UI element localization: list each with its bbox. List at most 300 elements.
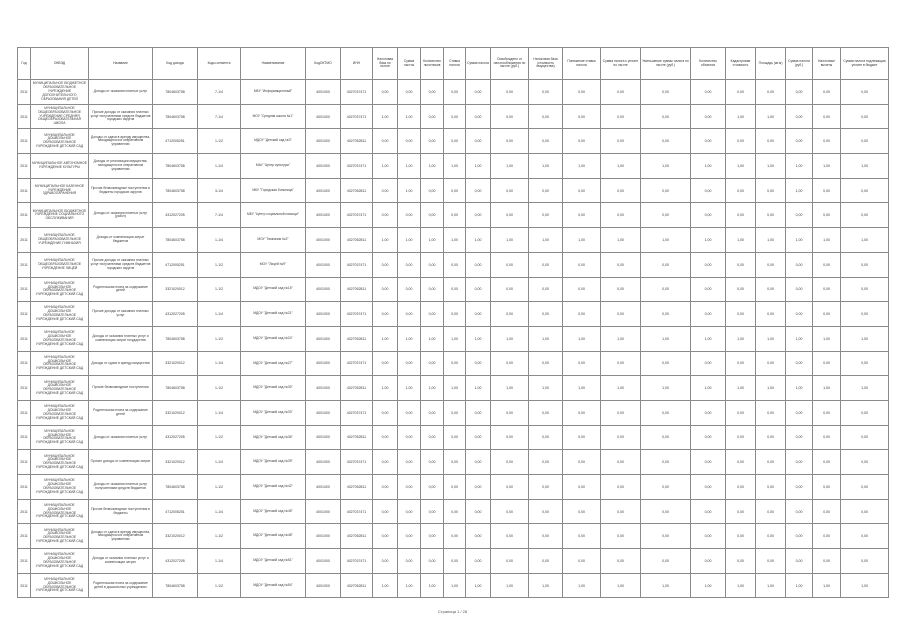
table-cell: 1,00 (444, 326, 466, 351)
table-cell: 1,00 (373, 154, 398, 179)
table-cell: 2011 (18, 524, 31, 549)
table-cell: 0,00 (691, 499, 726, 524)
table-cell: 4001000 (306, 104, 341, 129)
table-cell: 0,00 (466, 129, 491, 154)
table-cell: 1,00 (756, 154, 786, 179)
column-header: Сумма льготы (398, 48, 421, 80)
table-cell: 0,00 (691, 425, 726, 450)
data-table (17, 47, 889, 598)
table-cell: 1,00 (641, 376, 691, 401)
table-cell: 1,00 (398, 573, 421, 598)
table-cell: 0,00 (726, 450, 756, 475)
table-cell: 0,00 (398, 524, 421, 549)
table-cell: 0,00 (491, 549, 529, 574)
column-header: Сумма налога к уплате по льготе (601, 48, 641, 80)
table-cell: 0,00 (641, 524, 691, 549)
table-cell: 0,00 (491, 450, 529, 475)
table-cell: 0,00 (841, 425, 889, 450)
table-cell: 0,00 (726, 475, 756, 500)
table-cell: 0,00 (466, 80, 491, 105)
table-cell: 0,00 (563, 351, 601, 376)
table-cell: 0,00 (691, 80, 726, 105)
column-header: ОКВЭД (31, 48, 89, 80)
table-cell: МУНИЦИПАЛЬНОЕ ДОШКОЛЬНОЕ ОБРАЗОВАТЕЛЬНОЕ УЧРЕЖДЕНИЕ ДЕТСКИЙ САД (31, 351, 89, 376)
table-cell: 1,00 (841, 573, 889, 598)
table-cell: 0,00 (813, 104, 841, 129)
table-cell: 0,00 (466, 351, 491, 376)
table-cell: 1-1/4 (198, 549, 241, 574)
table-cell: 0,00 (841, 499, 889, 524)
table-cell: 0,00 (641, 129, 691, 154)
table-row (18, 549, 889, 574)
table-cell: 0,00 (491, 499, 529, 524)
column-header: Налоговые вычеты (813, 48, 841, 80)
table-cell: 4027052811 (341, 129, 373, 154)
table-cell: 1,00 (726, 104, 756, 129)
table-cell: 0,00 (841, 129, 889, 154)
table-cell: 1,00 (786, 376, 813, 401)
table-cell: МДОУ "Детский сад №30" (241, 376, 306, 401)
table-cell: 0,00 (444, 104, 466, 129)
table-cell: 4027052811 (341, 277, 373, 302)
table-cell: 4001000 (306, 400, 341, 425)
table-cell: 1,00 (466, 376, 491, 401)
table-cell: МУНИЦИПАЛЬНОЕ ДОШКОЛЬНОЕ ОБРАЗОВАТЕЛЬНОЕ УЧРЕЖДЕНИЕ ДЕТСКИЙ САД (31, 400, 89, 425)
table-cell: 0,00 (491, 80, 529, 105)
table-cell: 4001000 (306, 351, 341, 376)
table-cell: 4027037471 (341, 549, 373, 574)
table-cell: Родительская плата за содержание детей в дошкольных учреждениях (89, 573, 153, 598)
table-cell: 0,00 (813, 425, 841, 450)
table-cell: 0,00 (373, 178, 398, 203)
table-cell: 0,00 (813, 302, 841, 327)
table-row (18, 499, 889, 524)
table-cell: МОУ "Лицей №9" (241, 252, 306, 277)
table-cell: 0,00 (373, 425, 398, 450)
table-cell: Доходы от оказания платных услуг получателями средств бюджетов (89, 475, 153, 500)
table-cell: 2011 (18, 154, 31, 179)
table-cell: МДОУ "Детский сад №24" (241, 326, 306, 351)
table-cell: МДОУ "Детский сад №45" (241, 499, 306, 524)
table-cell: МУНИЦИПАЛЬНОЕ ОБЩЕОБРАЗОВАТЕЛЬНОЕ УЧРЕЖДЕНИЕ СРЕДНЯЯ ОБЩЕОБРАЗОВАТЕЛЬНАЯ ШКОЛА (31, 104, 89, 129)
table-cell: 0,00 (691, 104, 726, 129)
table-cell: 0,00 (756, 302, 786, 327)
table-cell: 0,00 (563, 203, 601, 228)
column-header: Количество льготников (421, 48, 444, 80)
table-row (18, 450, 889, 475)
table-cell: 1-1/2 (198, 573, 241, 598)
table-row (18, 80, 889, 105)
table-cell: МКУ "Городская больница" (241, 178, 306, 203)
table-cell: 4001000 (306, 450, 341, 475)
table-cell: Прочие безвозмездные поступления в бюджеты (89, 499, 153, 524)
table-cell: 0,00 (563, 475, 601, 500)
table-cell: 2011 (18, 80, 31, 105)
table-cell: 0,00 (529, 425, 563, 450)
table-cell: 0,00 (841, 80, 889, 105)
table-cell: 3321020012 (153, 524, 198, 549)
table-cell: 0,00 (756, 549, 786, 574)
table-cell: 0,00 (813, 129, 841, 154)
table-cell: 4712005251 (153, 129, 198, 154)
table-cell: 0,00 (373, 400, 398, 425)
table-cell: 1-1/2 (198, 475, 241, 500)
table-cell: 0,00 (601, 302, 641, 327)
table-cell: 0,00 (601, 499, 641, 524)
table-row (18, 400, 889, 425)
table-row (18, 302, 889, 327)
table-cell: МУНИЦИПАЛЬНОЕ ДОШКОЛЬНОЕ ОБРАЗОВАТЕЛЬНОЕ УЧРЕЖДЕНИЕ ДЕТСКИЙ САД (31, 326, 89, 351)
table-cell: 0,00 (691, 277, 726, 302)
table-row (18, 376, 889, 401)
table-cell: 0,00 (466, 549, 491, 574)
table-cell: 1,00 (786, 154, 813, 179)
table-cell: 0,00 (641, 425, 691, 450)
table-cell: 1,00 (726, 573, 756, 598)
table-cell: 0,00 (444, 178, 466, 203)
table-cell: 0,00 (726, 178, 756, 203)
table-cell: 3-1/4 (198, 178, 241, 203)
table-cell: Прочие доходы от оказания платных услуг получателями средств бюджетов городских округов (89, 252, 153, 277)
table-cell: 1-1/2 (198, 376, 241, 401)
table-cell: 1,00 (444, 228, 466, 253)
table-cell: 4027052811 (341, 376, 373, 401)
table-cell: 4312027205 (153, 302, 198, 327)
table-cell: 0,00 (563, 104, 601, 129)
table-cell: 1,00 (563, 228, 601, 253)
table-cell: МУНИЦИПАЛЬНОЕ ДОШКОЛЬНОЕ ОБРАЗОВАТЕЛЬНОЕ УЧРЕЖДЕНИЕ ДЕТСКИЙ САД (31, 302, 89, 327)
table-cell: 2011 (18, 252, 31, 277)
table-cell: 0,00 (529, 450, 563, 475)
table-cell: 1-1/4 (198, 154, 241, 179)
table-cell: 1-1/2 (198, 129, 241, 154)
table-cell: 0,00 (601, 425, 641, 450)
table-cell: 0,00 (444, 351, 466, 376)
table-cell: Родительская плата за содержание детей (89, 277, 153, 302)
table-cell: 7804603758 (153, 104, 198, 129)
table-cell: 0,00 (491, 425, 529, 450)
table-cell: 0,00 (466, 524, 491, 549)
table-cell: 2011 (18, 302, 31, 327)
table-cell: 4001000 (306, 425, 341, 450)
table-cell: 4027037471 (341, 499, 373, 524)
table-cell: 0,00 (786, 80, 813, 105)
table-cell: 0,00 (373, 252, 398, 277)
table-cell: 0,00 (529, 499, 563, 524)
table-cell: 4001000 (306, 277, 341, 302)
table-cell: 0,00 (421, 400, 444, 425)
table-cell: 0,00 (491, 524, 529, 549)
table-cell: 4027052811 (341, 326, 373, 351)
table-cell: 4312027205 (153, 203, 198, 228)
table-cell: 0,00 (841, 450, 889, 475)
table-cell: 1,00 (466, 573, 491, 598)
table-cell: 0,00 (563, 450, 601, 475)
table-cell: 7804603758 (153, 573, 198, 598)
table-cell: 4027037471 (341, 400, 373, 425)
table-cell: 0,00 (726, 524, 756, 549)
table-cell: 0,00 (601, 178, 641, 203)
table-cell: 0,00 (601, 450, 641, 475)
table-cell: 0,00 (641, 178, 691, 203)
table-cell: 0,00 (421, 450, 444, 475)
table-cell: 1,00 (444, 154, 466, 179)
table-cell: 1,00 (726, 154, 756, 179)
table-cell: 0,00 (563, 277, 601, 302)
table-cell: 0,00 (421, 104, 444, 129)
table-cell: 2011 (18, 104, 31, 129)
table-cell: Прочие безвозмездные поступления (89, 376, 153, 401)
table-row (18, 573, 889, 598)
table-cell: 4001000 (306, 154, 341, 179)
table-cell: 4001000 (306, 549, 341, 574)
table-cell: 1,00 (841, 154, 889, 179)
table-cell: 1,00 (398, 178, 421, 203)
table-row (18, 129, 889, 154)
table-cell: 1,00 (786, 178, 813, 203)
table-cell: 0,00 (786, 104, 813, 129)
table-cell: 1,00 (726, 376, 756, 401)
table-cell: 0,00 (444, 425, 466, 450)
table-cell: 1,00 (491, 573, 529, 598)
table-cell: 0,00 (373, 80, 398, 105)
table-cell: 0,00 (601, 129, 641, 154)
table-cell: 0,00 (444, 302, 466, 327)
table-row (18, 326, 889, 351)
table-cell: 1,00 (398, 228, 421, 253)
table-cell: 1,00 (756, 573, 786, 598)
table-cell: 0,00 (563, 499, 601, 524)
table-cell: 0,00 (529, 524, 563, 549)
table-cell: 1,00 (641, 154, 691, 179)
table-cell: МБУ "Центр социальной помощи" (241, 203, 306, 228)
table-cell: 1,00 (563, 573, 601, 598)
table-cell: 0,00 (444, 129, 466, 154)
table-cell: 0,00 (691, 302, 726, 327)
table-cell: 4027037471 (341, 351, 373, 376)
table-row (18, 475, 889, 500)
table-cell: 1,00 (466, 228, 491, 253)
table-cell: МУНИЦИПАЛЬНОЕ ДОШКОЛЬНОЕ ОБРАЗОВАТЕЛЬНОЕ УЧРЕЖДЕНИЕ ДЕТСКИЙ САД (31, 425, 89, 450)
table-cell: 0,00 (726, 252, 756, 277)
table-cell: 0,00 (756, 499, 786, 524)
column-header: Название (89, 48, 153, 80)
table-cell: 0,00 (601, 400, 641, 425)
table-cell: МУНИЦИПАЛЬНОЕ АВТОНОМНОЕ УЧРЕЖДЕНИЕ КУЛЬТУРЫ (31, 154, 89, 179)
table-cell: 0,00 (786, 549, 813, 574)
table-cell: 1,00 (641, 573, 691, 598)
table-cell: 0,00 (841, 203, 889, 228)
table-cell: 0,00 (601, 475, 641, 500)
table-row (18, 524, 889, 549)
table-cell: 2011 (18, 450, 31, 475)
table-cell: 0,00 (641, 104, 691, 129)
table-cell: 0,00 (756, 252, 786, 277)
table-cell: 0,00 (756, 400, 786, 425)
table-cell: 1,00 (691, 573, 726, 598)
table-cell: Прочие доходы от компенсации затрат (89, 450, 153, 475)
table-cell: 0,00 (756, 203, 786, 228)
table-cell: 0,00 (398, 425, 421, 450)
table-cell: 1,00 (691, 326, 726, 351)
table-cell: 0,00 (491, 302, 529, 327)
table-cell: 0,00 (813, 400, 841, 425)
table-cell: 0,00 (813, 351, 841, 376)
table-cell: МДОУ "Детский сад №39" (241, 450, 306, 475)
table-cell: 0,00 (786, 400, 813, 425)
table-cell: 0,00 (601, 524, 641, 549)
table-cell: 4001000 (306, 203, 341, 228)
column-header: Уменьшение суммы налога по льготе (руб.) (641, 48, 691, 80)
table-cell: 0,00 (756, 178, 786, 203)
column-header: Понижение ставки налога (563, 48, 601, 80)
table-cell: 0,00 (444, 524, 466, 549)
table-cell: 1,00 (491, 154, 529, 179)
table-cell: 0,00 (529, 549, 563, 574)
table-cell: 7-1/4 (198, 203, 241, 228)
table-cell: 1,00 (813, 326, 841, 351)
table-cell: МБУ "Информационный" (241, 80, 306, 105)
table-cell: МУНИЦИПАЛЬНОЕ ДОШКОЛЬНОЕ ОБРАЗОВАТЕЛЬНОЕ УЧРЕЖДЕНИЕ ДЕТСКИЙ САД (31, 524, 89, 549)
table-cell: МУНИЦИПАЛЬНОЕ ДОШКОЛЬНОЕ ОБРАЗОВАТЕЛЬНОЕ УЧРЕЖДЕНИЕ ДЕТСКИЙ САД (31, 573, 89, 598)
table-cell: 0,00 (529, 104, 563, 129)
table-cell: 0,00 (786, 450, 813, 475)
table-cell: 0,00 (421, 178, 444, 203)
table-cell: 0,00 (373, 499, 398, 524)
table-cell: 1,00 (398, 104, 421, 129)
table-cell: 4001000 (306, 499, 341, 524)
table-cell: Доходы от оказания платных услуг и компенсации затрат государства (89, 326, 153, 351)
table-cell: МУНИЦИПАЛЬНОЕ БЮДЖЕТНОЕ УЧРЕЖДЕНИЕ СОЦИАЛЬНОГО ОБСЛУЖИВАНИЯ (31, 203, 89, 228)
table-cell: 2011 (18, 475, 31, 500)
column-header: Коды сегмента (198, 48, 241, 80)
table-cell: 0,00 (466, 425, 491, 450)
table-row (18, 252, 889, 277)
table-cell: МДОУ "Детский сад №21" (241, 302, 306, 327)
table-cell: 0,00 (398, 351, 421, 376)
table-cell: 0,00 (421, 549, 444, 574)
table-row (18, 178, 889, 203)
table-cell: 0,00 (373, 351, 398, 376)
table-cell: 1-1/4 (198, 499, 241, 524)
table-cell: 0,00 (601, 252, 641, 277)
table-cell: 4027037471 (341, 302, 373, 327)
table-cell: 0,00 (373, 549, 398, 574)
table-cell: 7804603758 (153, 178, 198, 203)
table-cell: 4027052811 (341, 228, 373, 253)
table-cell: 0,00 (786, 524, 813, 549)
table-cell: 1-1/2 (198, 252, 241, 277)
column-header: ИНН (341, 48, 373, 80)
table-cell: 0,00 (641, 277, 691, 302)
table-cell: 1,00 (691, 376, 726, 401)
column-header: Сумма налога (руб.) (786, 48, 813, 80)
table-cell: МУНИЦИПАЛЬНОЕ ДОШКОЛЬНОЕ ОБРАЗОВАТЕЛЬНОЕ УЧРЕЖДЕНИЕ ДЕТСКИЙ САД (31, 376, 89, 401)
table-cell: 1,00 (444, 376, 466, 401)
table-cell: 7804603758 (153, 80, 198, 105)
table-cell: 1,00 (841, 376, 889, 401)
table-cell: 1-1/4 (198, 228, 241, 253)
table-cell: 4027037471 (341, 203, 373, 228)
table-cell: 0,00 (373, 277, 398, 302)
table-cell: 1,00 (841, 326, 889, 351)
table-cell: 0,00 (491, 129, 529, 154)
table-cell: МДОУ "Детский сад №54" (241, 573, 306, 598)
table-cell: 1,00 (444, 573, 466, 598)
table-cell: 1-1/2 (198, 277, 241, 302)
table-cell: 0,00 (691, 203, 726, 228)
table-cell: 0,00 (373, 475, 398, 500)
table-cell: МУНИЦИПАЛЬНОЕ ДОШКОЛЬНОЕ ОБРАЗОВАТЕЛЬНОЕ УЧРЕЖДЕНИЕ ДЕТСКИЙ САД (31, 549, 89, 574)
table-cell: 4027052811 (341, 178, 373, 203)
table-row (18, 203, 889, 228)
table-cell: 0,00 (841, 277, 889, 302)
table-cell: 0,00 (813, 450, 841, 475)
table-cell: 0,00 (373, 524, 398, 549)
table-cell: 7804603758 (153, 326, 198, 351)
column-header: Код дохода (153, 48, 198, 80)
table-cell: 0,00 (421, 524, 444, 549)
table-cell: 0,00 (466, 104, 491, 129)
table-cell: 1,00 (466, 154, 491, 179)
table-cell: 0,00 (601, 104, 641, 129)
table-cell: 0,00 (691, 400, 726, 425)
table-cell: 0,00 (529, 351, 563, 376)
table-cell: 0,00 (726, 400, 756, 425)
table-cell: 0,00 (813, 178, 841, 203)
table-cell: 4001000 (306, 178, 341, 203)
table-cell: 3321020012 (153, 277, 198, 302)
table-cell: 1,00 (398, 154, 421, 179)
table-cell: 3321020012 (153, 450, 198, 475)
table-cell: МУНИЦИПАЛЬНОЕ ДОШКОЛЬНОЕ ОБРАЗОВАТЕЛЬНОЕ УЧРЕЖДЕНИЕ ДЕТСКИЙ САД (31, 475, 89, 500)
table-cell: 7804603758 (153, 475, 198, 500)
table-cell: 0,00 (529, 80, 563, 105)
table-cell: 4027037471 (341, 154, 373, 179)
table-cell: 1,00 (529, 376, 563, 401)
table-cell: 0,00 (444, 277, 466, 302)
table-cell: 1-1/4 (198, 400, 241, 425)
table-cell: 0,00 (813, 524, 841, 549)
table-cell: 0,00 (421, 425, 444, 450)
table-cell: 0,00 (841, 549, 889, 574)
table-cell: 0,00 (398, 129, 421, 154)
table-cell: 4027037471 (341, 104, 373, 129)
table-cell: 0,00 (529, 277, 563, 302)
table-cell: 1,00 (813, 376, 841, 401)
table-cell: 1,00 (563, 376, 601, 401)
table-cell: МУНИЦИПАЛЬНОЕ ДОШКОЛЬНОЕ ОБРАЗОВАТЕЛЬНОЕ УЧРЕЖДЕНИЕ ДЕТСКИЙ САД (31, 499, 89, 524)
table-cell: 0,00 (726, 302, 756, 327)
table-cell: 2011 (18, 203, 31, 228)
table-cell: 0,00 (691, 351, 726, 376)
page-footer: Страница 1 / 28 (437, 609, 468, 614)
table-cell: Прочие безвозмездные поступления в бюджеты городских округов (89, 178, 153, 203)
table-cell: 0,00 (466, 203, 491, 228)
table-cell: 0,00 (563, 302, 601, 327)
table-row (18, 104, 889, 129)
table-cell: 0,00 (786, 302, 813, 327)
column-header: Сумма налога (466, 48, 491, 80)
table-cell: 4001000 (306, 524, 341, 549)
table-cell: Доходы от оказания платных услуг (работ) (89, 203, 153, 228)
table-cell: 0,00 (726, 351, 756, 376)
table-cell: 4001000 (306, 80, 341, 105)
table-cell: 1,00 (529, 326, 563, 351)
table-cell: 2011 (18, 549, 31, 574)
column-header: Ставка налога (444, 48, 466, 80)
table-cell: 1,00 (373, 326, 398, 351)
